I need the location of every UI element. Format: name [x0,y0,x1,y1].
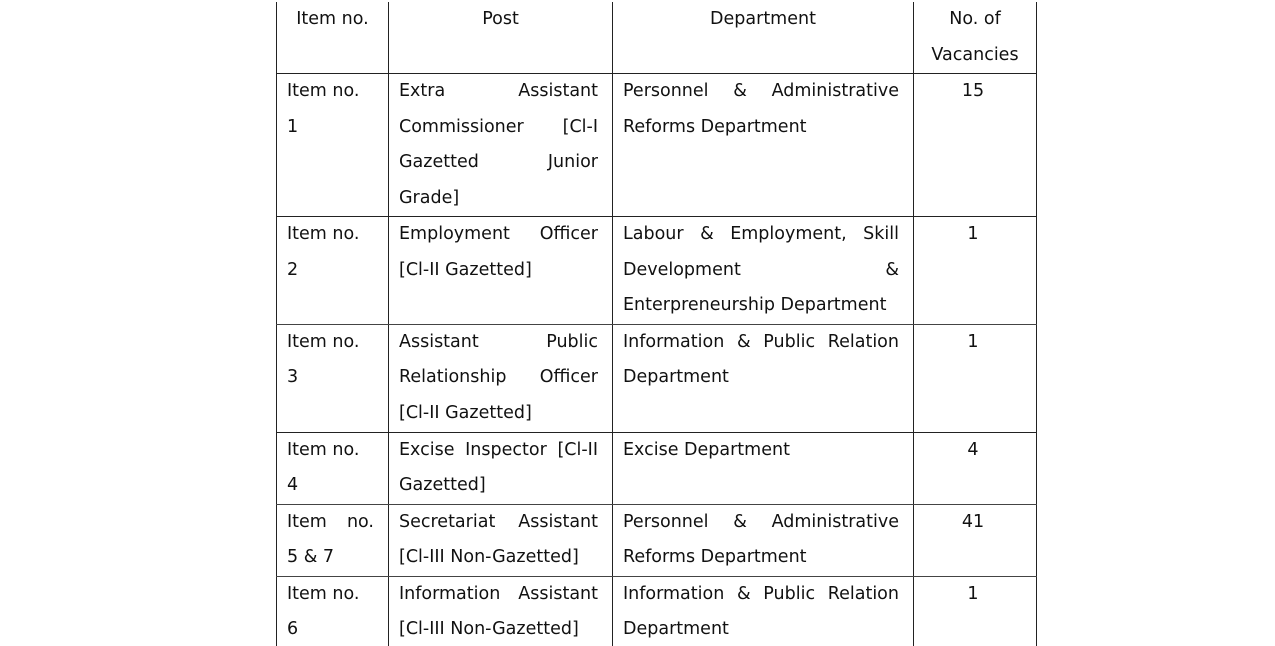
cell-vacancies: 15 [914,74,1037,217]
cell-item-no: Item no. 5 & 7 [277,504,389,576]
table-row [277,576,1037,646]
table-header-row [277,2,1037,74]
table-row [277,504,1037,576]
cell-department: Information & Public Relation Department [613,576,914,646]
cell-post: Excise Inspector [Cl-II Gazetted] [389,432,613,504]
cell-item-no: Item no. 4 [277,432,389,504]
cell-item-no: Item no. 6 [277,576,389,646]
cell-post: Assistant Public Relationship Officer [Cl-II Gazetted] [389,324,613,432]
cell-vacancies: 4 [914,432,1037,504]
cell-post: Secretariat Assistant [Cl-III Non-Gazetted] [389,504,613,576]
table-row [277,324,1037,432]
cell-department: Personnel & Administrative Reforms Department [613,504,914,576]
table-row [277,432,1037,504]
cell-vacancies: 1 [914,217,1037,325]
cell-item-no: Item no. 1 [277,74,389,217]
cell-department: Information & Public Relation Department [613,324,914,432]
header-vacancies: No. of Vacancies [914,2,1037,74]
vacancy-table [276,2,1037,646]
cell-vacancies: 1 [914,324,1037,432]
cell-item-no: Item no. 3 [277,324,389,432]
table-row [277,74,1037,217]
header-item-no: Item no. [277,2,389,74]
cell-department: Personnel & Administrative Reforms Department [613,74,914,217]
header-department: Department [613,2,914,74]
cell-post: Employment Officer [Cl-II Gazetted] [389,217,613,325]
cell-department: Labour & Employment, Skill Development & Enterpreneurship Department [613,217,914,325]
cell-vacancies: 41 [914,504,1037,576]
cell-item-no: Item no. 2 [277,217,389,325]
cell-vacancies: 1 [914,576,1037,646]
header-post: Post [389,2,613,74]
cell-department: Excise Department [613,432,914,504]
cell-post: Extra Assistant Commissioner [Cl-I Gazetted Junior Grade] [389,74,613,217]
cell-post: Information Assistant [Cl-III Non-Gazetted] [389,576,613,646]
table-row [277,217,1037,325]
